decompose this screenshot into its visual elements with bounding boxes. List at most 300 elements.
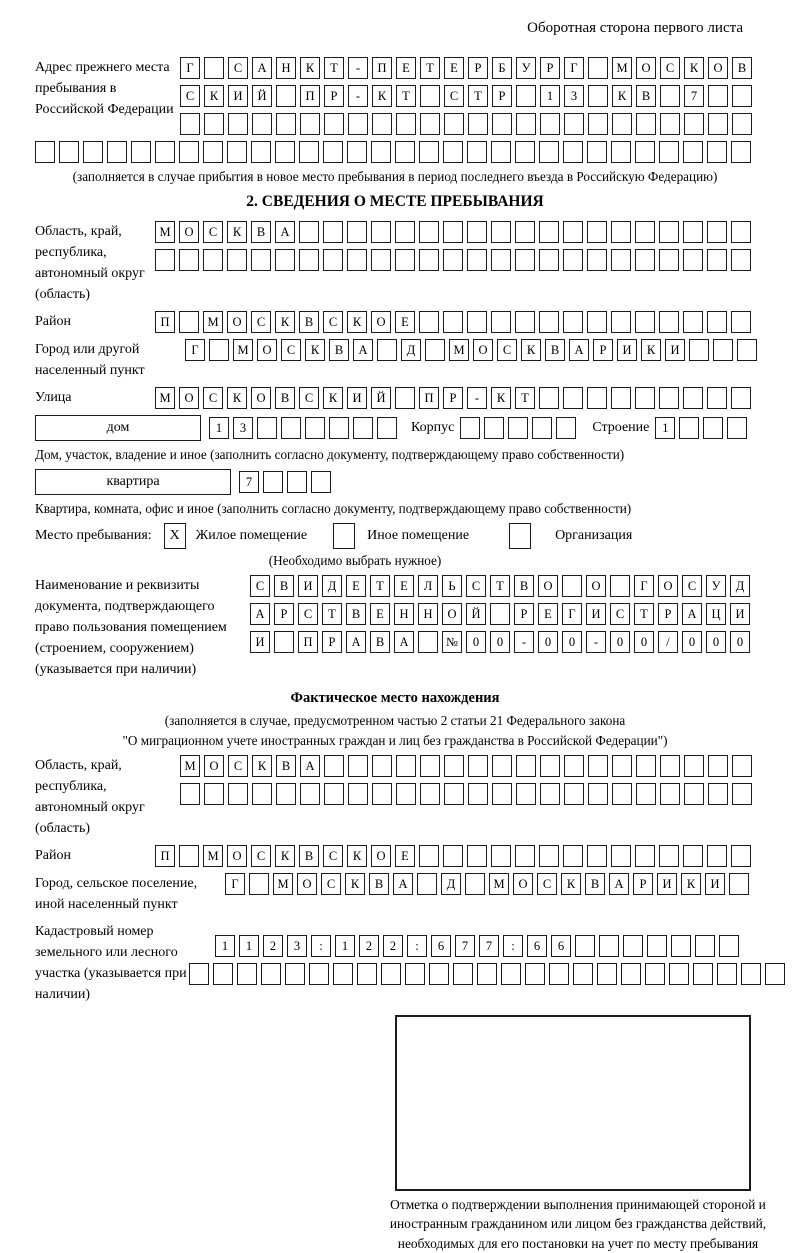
form-cell[interactable] bbox=[539, 311, 559, 333]
form-cell[interactable]: О bbox=[513, 873, 533, 895]
form-cell[interactable] bbox=[323, 221, 343, 243]
form-cell[interactable]: Е bbox=[538, 603, 558, 625]
form-cell[interactable]: Р bbox=[274, 603, 294, 625]
form-cell[interactable]: Г bbox=[564, 57, 584, 79]
form-cell[interactable]: С bbox=[299, 387, 319, 409]
form-cell[interactable]: С bbox=[537, 873, 557, 895]
form-cell[interactable] bbox=[635, 387, 655, 409]
form-cell[interactable] bbox=[305, 417, 325, 439]
form-cell[interactable] bbox=[405, 963, 425, 985]
form-cell[interactable]: П bbox=[300, 85, 320, 107]
form-cell[interactable] bbox=[719, 935, 739, 957]
form-cell[interactable]: 2 bbox=[263, 935, 283, 957]
form-cell[interactable] bbox=[107, 141, 127, 163]
form-cell[interactable]: С bbox=[298, 603, 318, 625]
form-cell[interactable] bbox=[227, 249, 247, 271]
form-cell[interactable] bbox=[515, 845, 535, 867]
form-cell[interactable]: 2 bbox=[359, 935, 379, 957]
form-cell[interactable]: 6 bbox=[431, 935, 451, 957]
form-cell[interactable] bbox=[587, 387, 607, 409]
form-cell[interactable] bbox=[564, 113, 584, 135]
form-cell[interactable]: Р bbox=[492, 85, 512, 107]
form-cell[interactable]: К bbox=[347, 845, 367, 867]
form-cell[interactable]: : bbox=[503, 935, 523, 957]
form-cell[interactable] bbox=[348, 783, 368, 805]
form-cell[interactable] bbox=[189, 963, 209, 985]
form-cell[interactable] bbox=[563, 221, 583, 243]
form-cell[interactable] bbox=[179, 845, 199, 867]
form-cell[interactable] bbox=[300, 113, 320, 135]
form-cell[interactable]: Т bbox=[468, 85, 488, 107]
form-cell[interactable]: Т bbox=[322, 603, 342, 625]
form-cell[interactable]: В bbox=[370, 631, 390, 653]
form-cell[interactable] bbox=[491, 311, 511, 333]
form-cell[interactable] bbox=[737, 339, 757, 361]
form-cell[interactable] bbox=[203, 141, 223, 163]
form-cell[interactable] bbox=[444, 113, 464, 135]
form-cell[interactable]: В bbox=[346, 603, 366, 625]
form-cell[interactable] bbox=[467, 845, 487, 867]
form-cell[interactable]: В bbox=[732, 57, 752, 79]
form-cell[interactable]: О bbox=[297, 873, 317, 895]
form-cell[interactable] bbox=[299, 221, 319, 243]
form-cell[interactable]: С bbox=[466, 575, 486, 597]
form-cell[interactable] bbox=[347, 249, 367, 271]
form-cell[interactable] bbox=[323, 141, 343, 163]
stay-type-checkbox-residential[interactable]: X bbox=[164, 523, 186, 549]
form-cell[interactable] bbox=[251, 141, 271, 163]
form-cell[interactable] bbox=[731, 845, 751, 867]
form-cell[interactable]: В bbox=[251, 221, 271, 243]
form-cell[interactable]: 3 bbox=[287, 935, 307, 957]
form-cell[interactable] bbox=[299, 141, 319, 163]
form-cell[interactable] bbox=[636, 755, 656, 777]
form-cell[interactable] bbox=[765, 963, 785, 985]
form-cell[interactable]: Л bbox=[418, 575, 438, 597]
form-cell[interactable] bbox=[707, 387, 727, 409]
form-cell[interactable]: - bbox=[348, 57, 368, 79]
form-cell[interactable]: 6 bbox=[527, 935, 547, 957]
form-cell[interactable]: Г bbox=[180, 57, 200, 79]
form-cell[interactable]: О bbox=[658, 575, 678, 597]
form-cell[interactable] bbox=[708, 755, 728, 777]
form-cell[interactable] bbox=[588, 783, 608, 805]
form-cell[interactable]: О bbox=[179, 221, 199, 243]
form-cell[interactable] bbox=[396, 783, 416, 805]
form-cell[interactable] bbox=[372, 783, 392, 805]
form-cell[interactable] bbox=[563, 249, 583, 271]
form-cell[interactable]: Е bbox=[444, 57, 464, 79]
form-cell[interactable]: Г bbox=[185, 339, 205, 361]
form-cell[interactable]: 1 bbox=[239, 935, 259, 957]
form-cell[interactable] bbox=[83, 141, 103, 163]
form-cell[interactable]: А bbox=[353, 339, 373, 361]
form-cell[interactable] bbox=[347, 221, 367, 243]
form-cell[interactable] bbox=[563, 387, 583, 409]
form-cell[interactable] bbox=[575, 935, 595, 957]
form-cell[interactable]: О bbox=[257, 339, 277, 361]
form-cell[interactable] bbox=[708, 85, 728, 107]
form-cell[interactable]: Т bbox=[490, 575, 510, 597]
form-cell[interactable] bbox=[179, 311, 199, 333]
form-cell[interactable]: М bbox=[612, 57, 632, 79]
form-cell[interactable]: Е bbox=[396, 57, 416, 79]
form-cell[interactable]: У bbox=[516, 57, 536, 79]
form-cell[interactable]: С bbox=[203, 221, 223, 243]
form-cell[interactable]: № bbox=[442, 631, 462, 653]
form-cell[interactable] bbox=[683, 249, 703, 271]
form-cell[interactable] bbox=[515, 311, 535, 333]
form-cell[interactable] bbox=[587, 221, 607, 243]
form-cell[interactable]: 0 bbox=[682, 631, 702, 653]
form-cell[interactable]: А bbox=[250, 603, 270, 625]
form-cell[interactable]: А bbox=[300, 755, 320, 777]
form-cell[interactable] bbox=[679, 417, 699, 439]
form-cell[interactable] bbox=[532, 417, 552, 439]
form-cell[interactable] bbox=[564, 783, 584, 805]
form-cell[interactable]: К bbox=[252, 755, 272, 777]
form-cell[interactable]: / bbox=[658, 631, 678, 653]
form-cell[interactable]: К bbox=[305, 339, 325, 361]
form-cell[interactable] bbox=[419, 845, 439, 867]
form-cell[interactable] bbox=[647, 935, 667, 957]
form-cell[interactable]: И bbox=[298, 575, 318, 597]
form-cell[interactable]: Н bbox=[418, 603, 438, 625]
form-cell[interactable] bbox=[204, 783, 224, 805]
form-cell[interactable]: Т bbox=[634, 603, 654, 625]
form-cell[interactable] bbox=[708, 783, 728, 805]
form-cell[interactable] bbox=[275, 249, 295, 271]
form-cell[interactable] bbox=[453, 963, 473, 985]
form-cell[interactable] bbox=[703, 417, 723, 439]
form-cell[interactable]: С bbox=[228, 755, 248, 777]
form-cell[interactable]: 0 bbox=[610, 631, 630, 653]
form-cell[interactable]: О bbox=[204, 755, 224, 777]
form-cell[interactable]: 1 bbox=[540, 85, 560, 107]
form-cell[interactable]: Р bbox=[633, 873, 653, 895]
form-cell[interactable]: Р bbox=[324, 85, 344, 107]
form-cell[interactable] bbox=[549, 963, 569, 985]
form-cell[interactable]: Р bbox=[593, 339, 613, 361]
form-cell[interactable] bbox=[732, 85, 752, 107]
form-cell[interactable]: В bbox=[369, 873, 389, 895]
form-cell[interactable]: В bbox=[585, 873, 605, 895]
form-cell[interactable] bbox=[695, 935, 715, 957]
form-cell[interactable]: Т bbox=[324, 57, 344, 79]
form-cell[interactable] bbox=[371, 221, 391, 243]
form-cell[interactable] bbox=[708, 113, 728, 135]
form-cell[interactable]: С bbox=[497, 339, 517, 361]
form-cell[interactable]: О bbox=[442, 603, 462, 625]
form-cell[interactable] bbox=[689, 339, 709, 361]
form-cell[interactable] bbox=[396, 113, 416, 135]
form-cell[interactable] bbox=[741, 963, 761, 985]
form-cell[interactable]: 7 bbox=[684, 85, 704, 107]
form-cell[interactable] bbox=[227, 141, 247, 163]
form-cell[interactable] bbox=[155, 141, 175, 163]
form-cell[interactable] bbox=[396, 755, 416, 777]
form-cell[interactable] bbox=[371, 249, 391, 271]
form-cell[interactable] bbox=[443, 311, 463, 333]
form-cell[interactable] bbox=[395, 221, 415, 243]
form-cell[interactable]: : bbox=[311, 935, 331, 957]
form-cell[interactable] bbox=[348, 113, 368, 135]
form-cell[interactable]: Р bbox=[514, 603, 534, 625]
form-cell[interactable] bbox=[501, 963, 521, 985]
form-cell[interactable] bbox=[276, 783, 296, 805]
form-cell[interactable] bbox=[562, 575, 582, 597]
form-cell[interactable] bbox=[683, 141, 703, 163]
form-cell[interactable]: Н bbox=[394, 603, 414, 625]
form-cell[interactable]: И bbox=[586, 603, 606, 625]
form-cell[interactable] bbox=[683, 221, 703, 243]
form-cell[interactable]: В bbox=[299, 845, 319, 867]
form-cell[interactable]: О bbox=[538, 575, 558, 597]
form-cell[interactable]: Т bbox=[420, 57, 440, 79]
form-cell[interactable]: М bbox=[180, 755, 200, 777]
form-cell[interactable] bbox=[612, 755, 632, 777]
form-cell[interactable] bbox=[377, 417, 397, 439]
form-cell[interactable] bbox=[237, 963, 257, 985]
form-cell[interactable] bbox=[357, 963, 377, 985]
form-cell[interactable] bbox=[490, 603, 510, 625]
form-cell[interactable] bbox=[429, 963, 449, 985]
form-cell[interactable]: Т bbox=[396, 85, 416, 107]
form-cell[interactable]: Д bbox=[401, 339, 421, 361]
form-cell[interactable]: А bbox=[609, 873, 629, 895]
form-cell[interactable]: О bbox=[227, 845, 247, 867]
form-cell[interactable]: М bbox=[449, 339, 469, 361]
form-cell[interactable]: К bbox=[684, 57, 704, 79]
form-cell[interactable]: Е bbox=[346, 575, 366, 597]
form-cell[interactable] bbox=[611, 311, 631, 333]
form-cell[interactable]: К bbox=[491, 387, 511, 409]
form-cell[interactable] bbox=[683, 387, 703, 409]
form-cell[interactable]: С bbox=[251, 311, 271, 333]
form-cell[interactable] bbox=[731, 249, 751, 271]
form-cell[interactable] bbox=[540, 755, 560, 777]
form-cell[interactable] bbox=[659, 249, 679, 271]
form-cell[interactable]: 0 bbox=[634, 631, 654, 653]
form-cell[interactable] bbox=[420, 783, 440, 805]
form-cell[interactable]: С bbox=[321, 873, 341, 895]
form-cell[interactable] bbox=[285, 963, 305, 985]
form-cell[interactable]: И bbox=[730, 603, 750, 625]
form-cell[interactable] bbox=[556, 417, 576, 439]
form-cell[interactable] bbox=[213, 963, 233, 985]
form-cell[interactable] bbox=[467, 311, 487, 333]
form-cell[interactable] bbox=[539, 221, 559, 243]
form-cell[interactable] bbox=[727, 417, 747, 439]
form-cell[interactable] bbox=[660, 85, 680, 107]
form-cell[interactable] bbox=[329, 417, 349, 439]
form-cell[interactable]: К bbox=[323, 387, 343, 409]
form-cell[interactable]: К bbox=[227, 387, 247, 409]
stay-type-checkbox-other[interactable] bbox=[333, 523, 355, 549]
form-cell[interactable]: 0 bbox=[706, 631, 726, 653]
form-cell[interactable]: М bbox=[489, 873, 509, 895]
form-cell[interactable]: К bbox=[641, 339, 661, 361]
form-cell[interactable] bbox=[467, 141, 487, 163]
form-cell[interactable] bbox=[491, 845, 511, 867]
form-cell[interactable]: К bbox=[204, 85, 224, 107]
form-cell[interactable] bbox=[477, 963, 497, 985]
form-cell[interactable]: С bbox=[251, 845, 271, 867]
form-cell[interactable]: П bbox=[298, 631, 318, 653]
form-cell[interactable] bbox=[251, 249, 271, 271]
form-cell[interactable] bbox=[635, 311, 655, 333]
form-cell[interactable] bbox=[444, 755, 464, 777]
form-cell[interactable] bbox=[420, 755, 440, 777]
form-cell[interactable]: У bbox=[706, 575, 726, 597]
form-cell[interactable] bbox=[353, 417, 373, 439]
form-cell[interactable]: - bbox=[514, 631, 534, 653]
form-cell[interactable] bbox=[204, 113, 224, 135]
form-cell[interactable]: 1 bbox=[215, 935, 235, 957]
form-cell[interactable] bbox=[587, 249, 607, 271]
form-cell[interactable]: Е bbox=[395, 311, 415, 333]
form-cell[interactable] bbox=[299, 249, 319, 271]
form-cell[interactable]: О bbox=[708, 57, 728, 79]
form-cell[interactable] bbox=[311, 471, 331, 493]
form-cell[interactable]: О bbox=[636, 57, 656, 79]
form-cell[interactable] bbox=[261, 963, 281, 985]
form-cell[interactable]: 0 bbox=[538, 631, 558, 653]
form-cell[interactable] bbox=[635, 249, 655, 271]
form-cell[interactable] bbox=[707, 249, 727, 271]
form-cell[interactable] bbox=[468, 113, 488, 135]
form-cell[interactable] bbox=[419, 221, 439, 243]
form-cell[interactable] bbox=[491, 221, 511, 243]
form-cell[interactable]: Т bbox=[515, 387, 535, 409]
form-cell[interactable]: 6 bbox=[551, 935, 571, 957]
form-cell[interactable] bbox=[443, 221, 463, 243]
form-cell[interactable] bbox=[671, 935, 691, 957]
form-cell[interactable]: К bbox=[300, 57, 320, 79]
form-cell[interactable] bbox=[516, 85, 536, 107]
form-cell[interactable]: В bbox=[636, 85, 656, 107]
form-cell[interactable] bbox=[683, 845, 703, 867]
form-cell[interactable] bbox=[731, 141, 751, 163]
form-cell[interactable] bbox=[612, 113, 632, 135]
form-cell[interactable]: А bbox=[346, 631, 366, 653]
form-cell[interactable] bbox=[443, 249, 463, 271]
form-cell[interactable] bbox=[659, 387, 679, 409]
form-cell[interactable] bbox=[707, 141, 727, 163]
form-cell[interactable] bbox=[707, 221, 727, 243]
form-cell[interactable]: С bbox=[660, 57, 680, 79]
form-cell[interactable]: 7 bbox=[479, 935, 499, 957]
form-cell[interactable] bbox=[516, 783, 536, 805]
form-cell[interactable]: Р bbox=[540, 57, 560, 79]
form-cell[interactable] bbox=[693, 963, 713, 985]
form-cell[interactable] bbox=[717, 963, 737, 985]
form-cell[interactable] bbox=[563, 845, 583, 867]
form-cell[interactable] bbox=[419, 249, 439, 271]
form-cell[interactable]: М bbox=[155, 387, 175, 409]
form-cell[interactable] bbox=[443, 141, 463, 163]
form-cell[interactable]: Г bbox=[225, 873, 245, 895]
form-cell[interactable]: О bbox=[371, 845, 391, 867]
form-cell[interactable] bbox=[425, 339, 445, 361]
form-cell[interactable]: К bbox=[275, 311, 295, 333]
form-cell[interactable]: В bbox=[275, 387, 295, 409]
form-cell[interactable] bbox=[732, 783, 752, 805]
form-cell[interactable]: Н bbox=[276, 57, 296, 79]
form-cell[interactable] bbox=[713, 339, 733, 361]
stay-type-checkbox-organization[interactable] bbox=[509, 523, 531, 549]
form-cell[interactable] bbox=[539, 249, 559, 271]
form-cell[interactable] bbox=[249, 873, 269, 895]
form-cell[interactable]: 3 bbox=[564, 85, 584, 107]
form-cell[interactable]: И bbox=[228, 85, 248, 107]
form-cell[interactable] bbox=[180, 113, 200, 135]
form-cell[interactable]: М bbox=[203, 311, 223, 333]
form-cell[interactable]: - bbox=[348, 85, 368, 107]
form-cell[interactable] bbox=[333, 963, 353, 985]
form-cell[interactable]: П bbox=[155, 311, 175, 333]
form-cell[interactable]: Е bbox=[394, 575, 414, 597]
form-cell[interactable]: К bbox=[227, 221, 247, 243]
form-cell[interactable] bbox=[635, 141, 655, 163]
form-cell[interactable]: Т bbox=[370, 575, 390, 597]
form-cell[interactable] bbox=[516, 113, 536, 135]
form-cell[interactable]: : bbox=[407, 935, 427, 957]
form-cell[interactable] bbox=[468, 755, 488, 777]
form-cell[interactable] bbox=[420, 113, 440, 135]
form-cell[interactable]: П bbox=[372, 57, 392, 79]
form-cell[interactable]: В bbox=[299, 311, 319, 333]
form-cell[interactable]: - bbox=[586, 631, 606, 653]
form-cell[interactable]: С bbox=[444, 85, 464, 107]
form-cell[interactable]: Р bbox=[658, 603, 678, 625]
form-cell[interactable]: С bbox=[203, 387, 223, 409]
form-cell[interactable]: С bbox=[682, 575, 702, 597]
form-cell[interactable] bbox=[516, 755, 536, 777]
form-cell[interactable]: Г bbox=[634, 575, 654, 597]
form-cell[interactable] bbox=[635, 221, 655, 243]
form-cell[interactable] bbox=[281, 417, 301, 439]
form-cell[interactable] bbox=[309, 963, 329, 985]
form-cell[interactable]: Б bbox=[492, 57, 512, 79]
form-cell[interactable] bbox=[465, 873, 485, 895]
form-cell[interactable] bbox=[179, 141, 199, 163]
form-cell[interactable] bbox=[395, 387, 415, 409]
form-cell[interactable] bbox=[732, 113, 752, 135]
form-cell[interactable] bbox=[419, 141, 439, 163]
form-cell[interactable] bbox=[611, 845, 631, 867]
form-cell[interactable] bbox=[669, 963, 689, 985]
form-cell[interactable] bbox=[525, 963, 545, 985]
form-cell[interactable] bbox=[731, 221, 751, 243]
form-cell[interactable] bbox=[731, 387, 751, 409]
form-cell[interactable]: С bbox=[323, 845, 343, 867]
form-cell[interactable] bbox=[179, 249, 199, 271]
form-cell[interactable]: О bbox=[586, 575, 606, 597]
form-cell[interactable]: 7 bbox=[455, 935, 475, 957]
form-cell[interactable] bbox=[276, 85, 296, 107]
form-cell[interactable]: К bbox=[612, 85, 632, 107]
form-cell[interactable]: А bbox=[252, 57, 272, 79]
form-cell[interactable]: С bbox=[281, 339, 301, 361]
form-cell[interactable]: Е bbox=[395, 845, 415, 867]
form-cell[interactable] bbox=[131, 141, 151, 163]
form-cell[interactable] bbox=[684, 113, 704, 135]
form-cell[interactable] bbox=[515, 221, 535, 243]
form-cell[interactable]: К bbox=[347, 311, 367, 333]
form-cell[interactable]: Р bbox=[322, 631, 342, 653]
form-cell[interactable]: М bbox=[155, 221, 175, 243]
